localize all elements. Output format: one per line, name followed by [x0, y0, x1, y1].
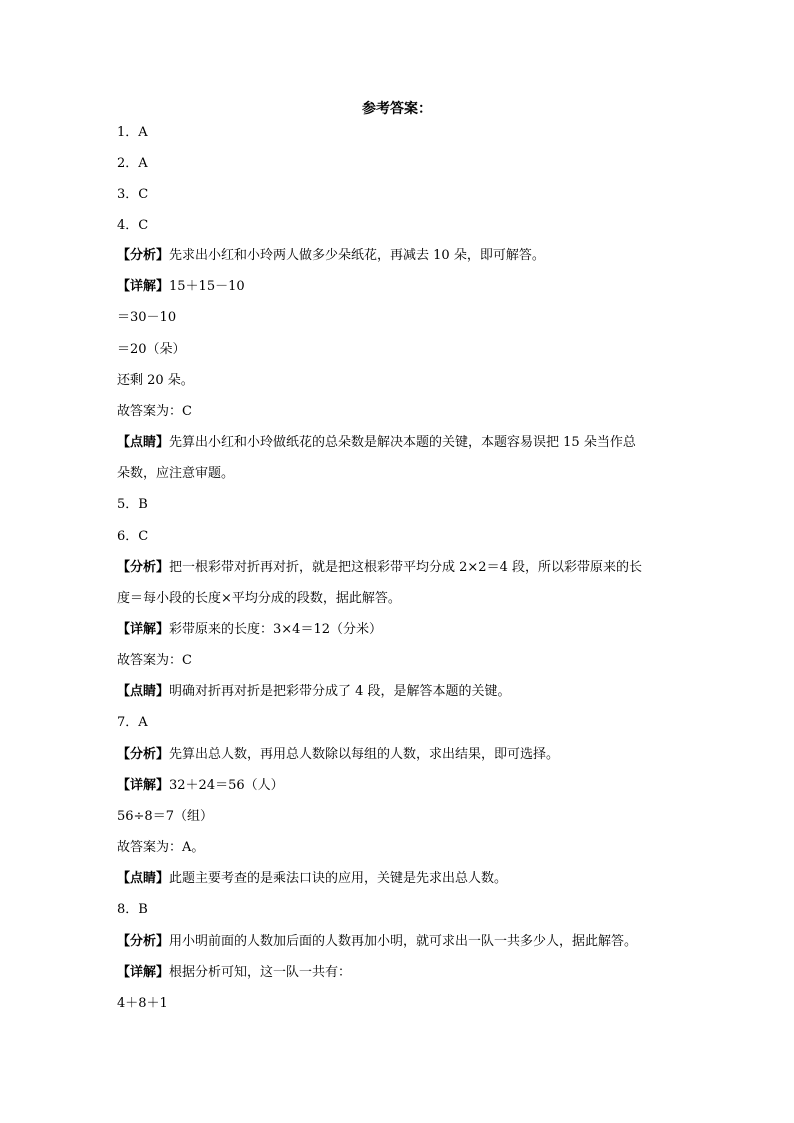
line-text: 把一根彩带对折再对折，就是把这根彩带平均分成 2×2＝4 段，所以彩带原来的长 [169, 560, 642, 575]
line-text: ＝20（朵） [117, 342, 186, 357]
page-title: 参考答案： [362, 101, 432, 117]
section-tag: 【点睛】 [117, 871, 170, 886]
answer-line [117, 713, 682, 733]
answer-line [117, 838, 682, 858]
line-text: 此题主要考查的是乘法口诀的应用，关键是先求出总人数。 [169, 871, 508, 886]
section-tag: 【分析】 [117, 248, 170, 263]
answer-line [117, 651, 682, 671]
answer-line [117, 185, 682, 205]
line-text: 明确对折再对折是把彩带分成了 4 段，是解答本题的关键。 [169, 684, 511, 699]
line-text: 朵数，应注意审题。 [117, 466, 235, 481]
line-text: 32＋24＝56（人） [169, 778, 284, 793]
answer-line [117, 932, 682, 952]
line-text: 1．A [117, 125, 148, 140]
line-text: 8．B [117, 902, 148, 917]
answer-line [117, 589, 682, 609]
answer-line [117, 154, 682, 174]
line-text: 3．C [117, 187, 149, 202]
line-text: ＝30－10 [117, 310, 177, 325]
line-text: 先求出小红和小玲两人做多少朵纸花，再减去 10 朵，即可解答。 [169, 248, 545, 263]
answer-line [117, 277, 682, 297]
answer-line [117, 308, 682, 328]
section-tag: 【分析】 [117, 747, 170, 762]
section-tag: 【点睛】 [117, 435, 170, 450]
line-text: 5．B [117, 497, 148, 512]
answer-line [117, 340, 682, 360]
answer-line [117, 807, 682, 827]
line-text: 还剩 20 朵。 [117, 373, 194, 388]
answer-line [117, 900, 682, 920]
answer-line [117, 620, 682, 640]
line-text: 先算出总人数，再用总人数除以每组的人数，求出结果，即可选择。 [169, 747, 560, 762]
answer-line [117, 123, 682, 143]
answer-line [117, 776, 682, 796]
line-text: 故答案为：A。 [117, 840, 205, 855]
answer-line [117, 682, 682, 702]
line-text: 故答案为：C [117, 404, 192, 419]
section-tag: 【详解】 [117, 778, 170, 793]
section-tag: 【详解】 [117, 965, 170, 980]
line-text: 彩带原来的长度：3×4＝12（分米） [169, 622, 382, 637]
section-tag: 【详解】 [117, 279, 170, 294]
answer-line [117, 433, 682, 453]
line-text: 4．C [117, 218, 149, 233]
section-tag: 【点睛】 [117, 684, 170, 699]
section-tag: 【详解】 [117, 622, 170, 637]
line-text: 6．C [117, 529, 149, 544]
section-tag: 【分析】 [117, 934, 170, 949]
answer-line [117, 402, 682, 422]
answer-line [117, 246, 682, 266]
section-tag: 【分析】 [117, 560, 170, 575]
answer-line [117, 371, 682, 391]
line-text: 56÷8＝7（组） [117, 809, 213, 824]
answer-line [117, 216, 682, 236]
answer-line [117, 994, 682, 1014]
answer-line [117, 558, 682, 578]
line-text: 先算出小红和小玲做纸花的总朵数是解决本题的关键，本题容易误把 15 朵当作总 [169, 435, 636, 450]
line-text: 15＋15－10 [169, 279, 245, 294]
line-text: 7．A [117, 715, 148, 730]
line-text: 用小明前面的人数加后面的人数再加小明，就可求出一队一共多少人，据此解答。 [169, 934, 638, 949]
answer-line [117, 527, 682, 547]
answer-line [117, 963, 682, 983]
line-text: 2．A [117, 156, 148, 171]
answer-line [117, 745, 682, 765]
line-text: 度＝每小段的长度×平均分成的段数，据此解答。 [117, 591, 401, 606]
answer-line [117, 464, 682, 484]
answer-line [117, 495, 682, 515]
line-text: 根据分析可知，这一队一共有： [169, 965, 352, 980]
line-text: 故答案为：C [117, 653, 192, 668]
line-text: 4＋8＋1 [117, 996, 168, 1011]
answer-line [117, 869, 682, 889]
